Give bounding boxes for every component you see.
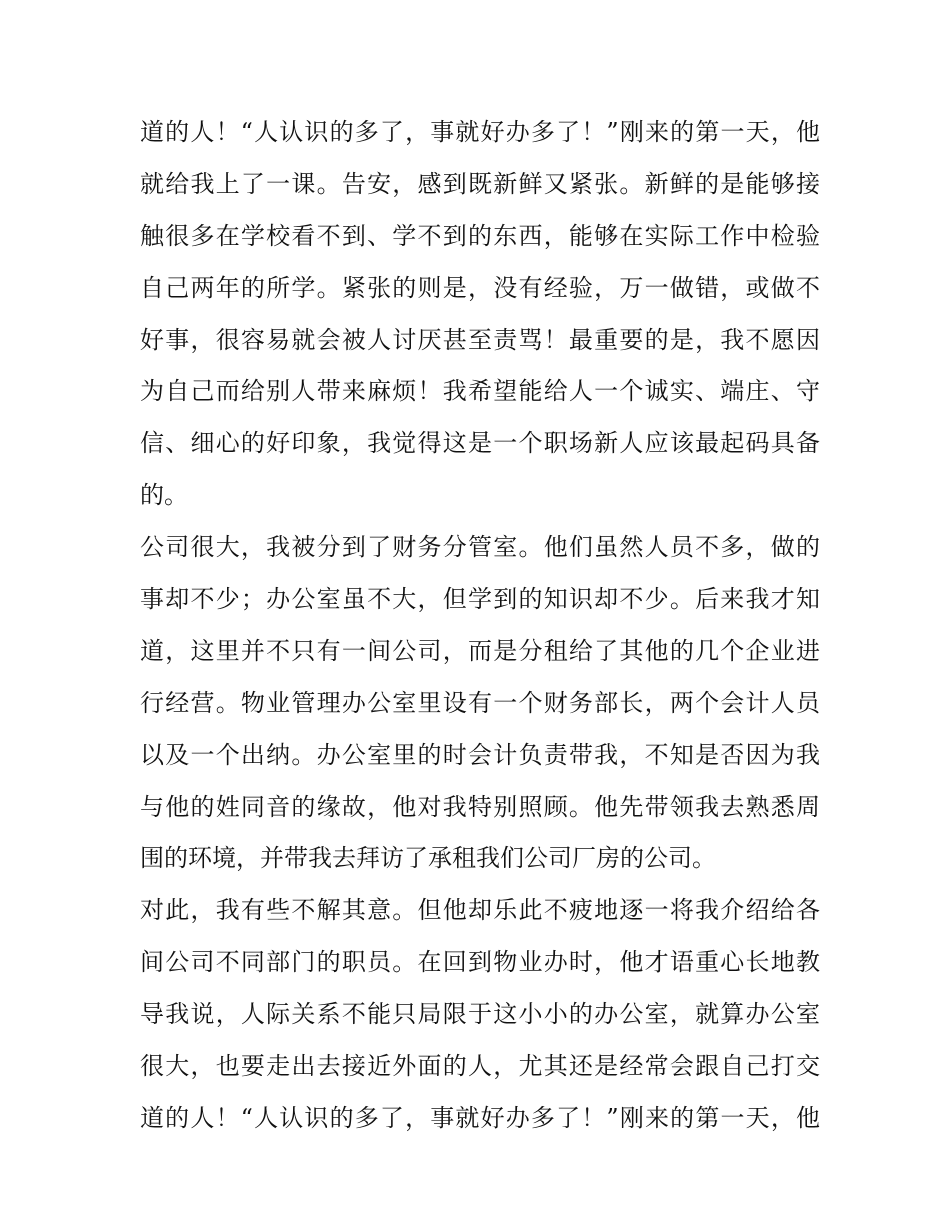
text-line: 围的环境，并带我去拜访了承租我们公司厂房的公司。 <box>140 844 716 873</box>
text-line: 为自己而给别人带来麻烦！我希望能给人一个诚实、端庄、守 <box>140 377 820 406</box>
text-line: 的。 <box>140 481 188 510</box>
text-line: 信、细心的好印象，我觉得这是一个职场新人应该最起码具备 <box>140 429 820 458</box>
text-line: 很大，也要走出去接近外面的人，尤其还是经常会跟自己打交 <box>140 1052 820 1081</box>
text-line: 对此，我有些不解其意。但他却乐此不疲地逐一将我介绍给各 <box>140 896 820 925</box>
text-line: 公司很大，我被分到了财务分管室。他们虽然人员不多，做的 <box>140 533 820 562</box>
text-line: 以及一个出纳。办公室里的时会计负责带我，不知是否因为我 <box>140 740 820 769</box>
text-line: 事却不少；办公室虽不大，但学到的知识却不少。后来我才知 <box>140 585 820 614</box>
text-line: 就给我上了一课。告安，感到既新鲜又紧张。新鲜的是能够接 <box>140 169 820 198</box>
text-line: 好事，很容易就会被人讨厌甚至责骂！最重要的是，我不愿因 <box>140 325 820 354</box>
text-line: 道的人！“人认识的多了，事就好办多了！”刚来的第一天，他 <box>140 1103 820 1132</box>
text-line: 道的人！“人认识的多了，事就好办多了！”刚来的第一天，他 <box>140 118 820 146</box>
text-line: 导我说，人际关系不能只局限于这小小的办公室，就算办公室 <box>140 1000 820 1029</box>
body-text <box>140 107 820 1145</box>
text-line: 与他的姓同音的缘故，他对我特别照顾。他先带领我去熟悉周 <box>140 792 820 821</box>
text-line: 自己两年的所学。紧张的则是，没有经验，万一做错，或做不 <box>140 273 820 302</box>
text-line: 间公司不同部门的职员。在回到物业办时，他才语重心长地教 <box>140 948 820 977</box>
text-line: 行经营。物业管理办公室里设有一个财务部长，两个会计人员 <box>140 688 820 717</box>
text-line: 触很多在学校看不到、学不到的东西，能够在实际工作中检验 <box>140 221 820 250</box>
text-line: 道，这里并不只有一间公司，而是分租给了其他的几个企业进 <box>140 636 820 665</box>
